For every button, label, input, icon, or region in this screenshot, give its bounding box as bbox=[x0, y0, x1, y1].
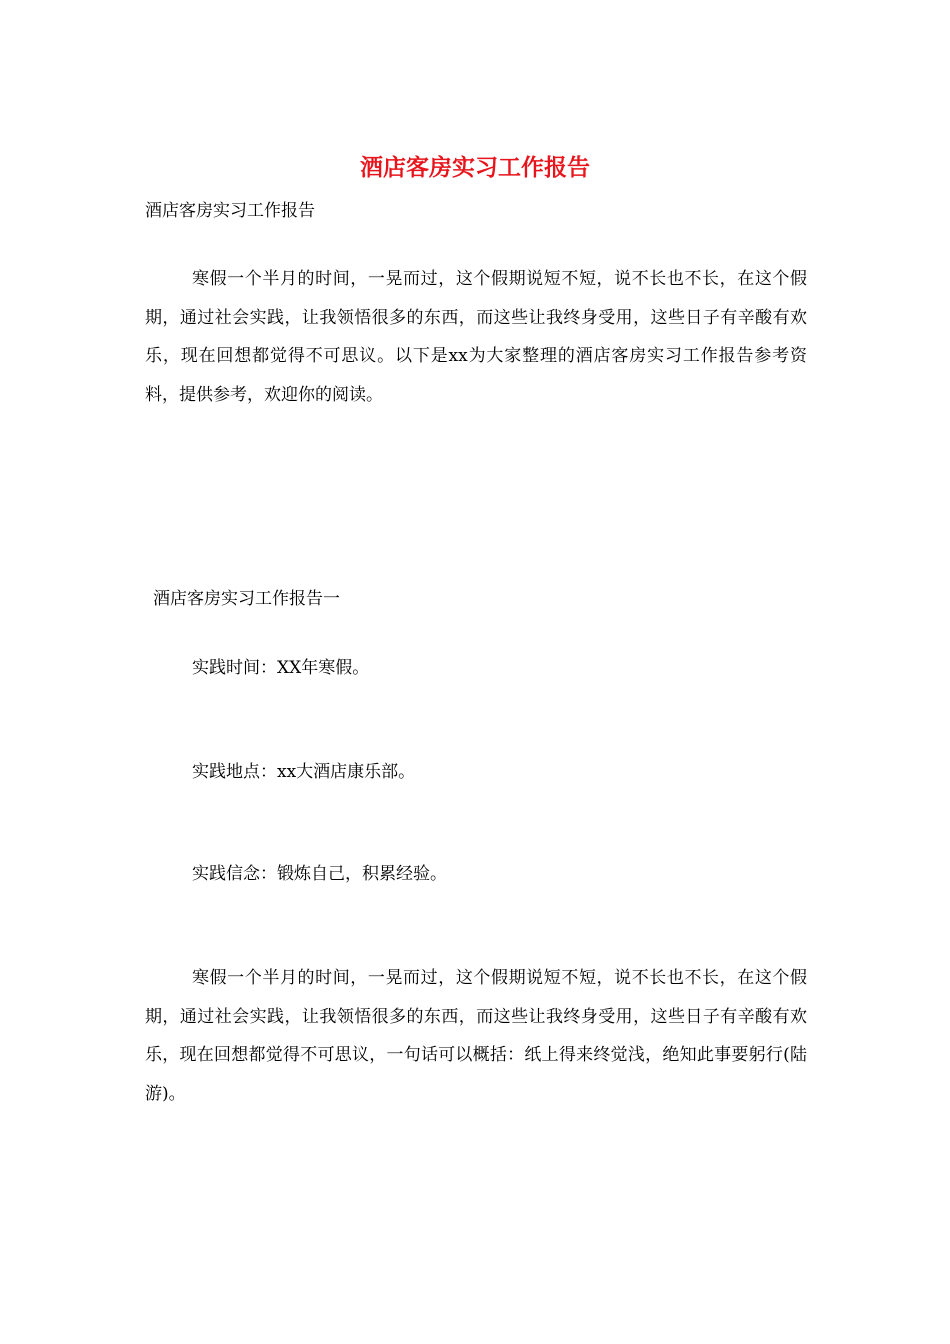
body-paragraph: 寒假一个半月的时间，一晃而过，这个假期说短不短，说不长也不长，在这个假期，通过社会实践，让我领悟很多的东西，而这些让我终身受用，这些日子有辛酸有欢乐，现在回想都觉得不可思议，一句话可以概括：纸上得来终觉浅，绝知此事要躬行(陆游)。 bbox=[145, 968, 807, 1104]
practice-time: 实践时间：XX年寒假。 bbox=[192, 658, 370, 678]
practice-belief: 实践信念：锻炼自己，积累经验。 bbox=[192, 864, 447, 884]
document-title: 酒店客房实习工作报告 bbox=[360, 154, 590, 181]
practice-place: 实践地点：xx大酒店康乐部。 bbox=[192, 762, 416, 782]
document-subtitle: 酒店客房实习工作报告 bbox=[145, 201, 315, 221]
intro-paragraph: 寒假一个半月的时间，一晃而过，这个假期说短不短，说不长也不长，在这个假期，通过社会实践，让我领悟很多的东西，而这些让我终身受用，这些日子有辛酸有欢乐，现在回想都觉得不可思议。以下是xx为大家整理的酒店客房实习工作报告参考资料，提供参考，欢迎你的阅读。 bbox=[145, 269, 807, 405]
section-heading: 酒店客房实习工作报告一 bbox=[153, 589, 340, 609]
